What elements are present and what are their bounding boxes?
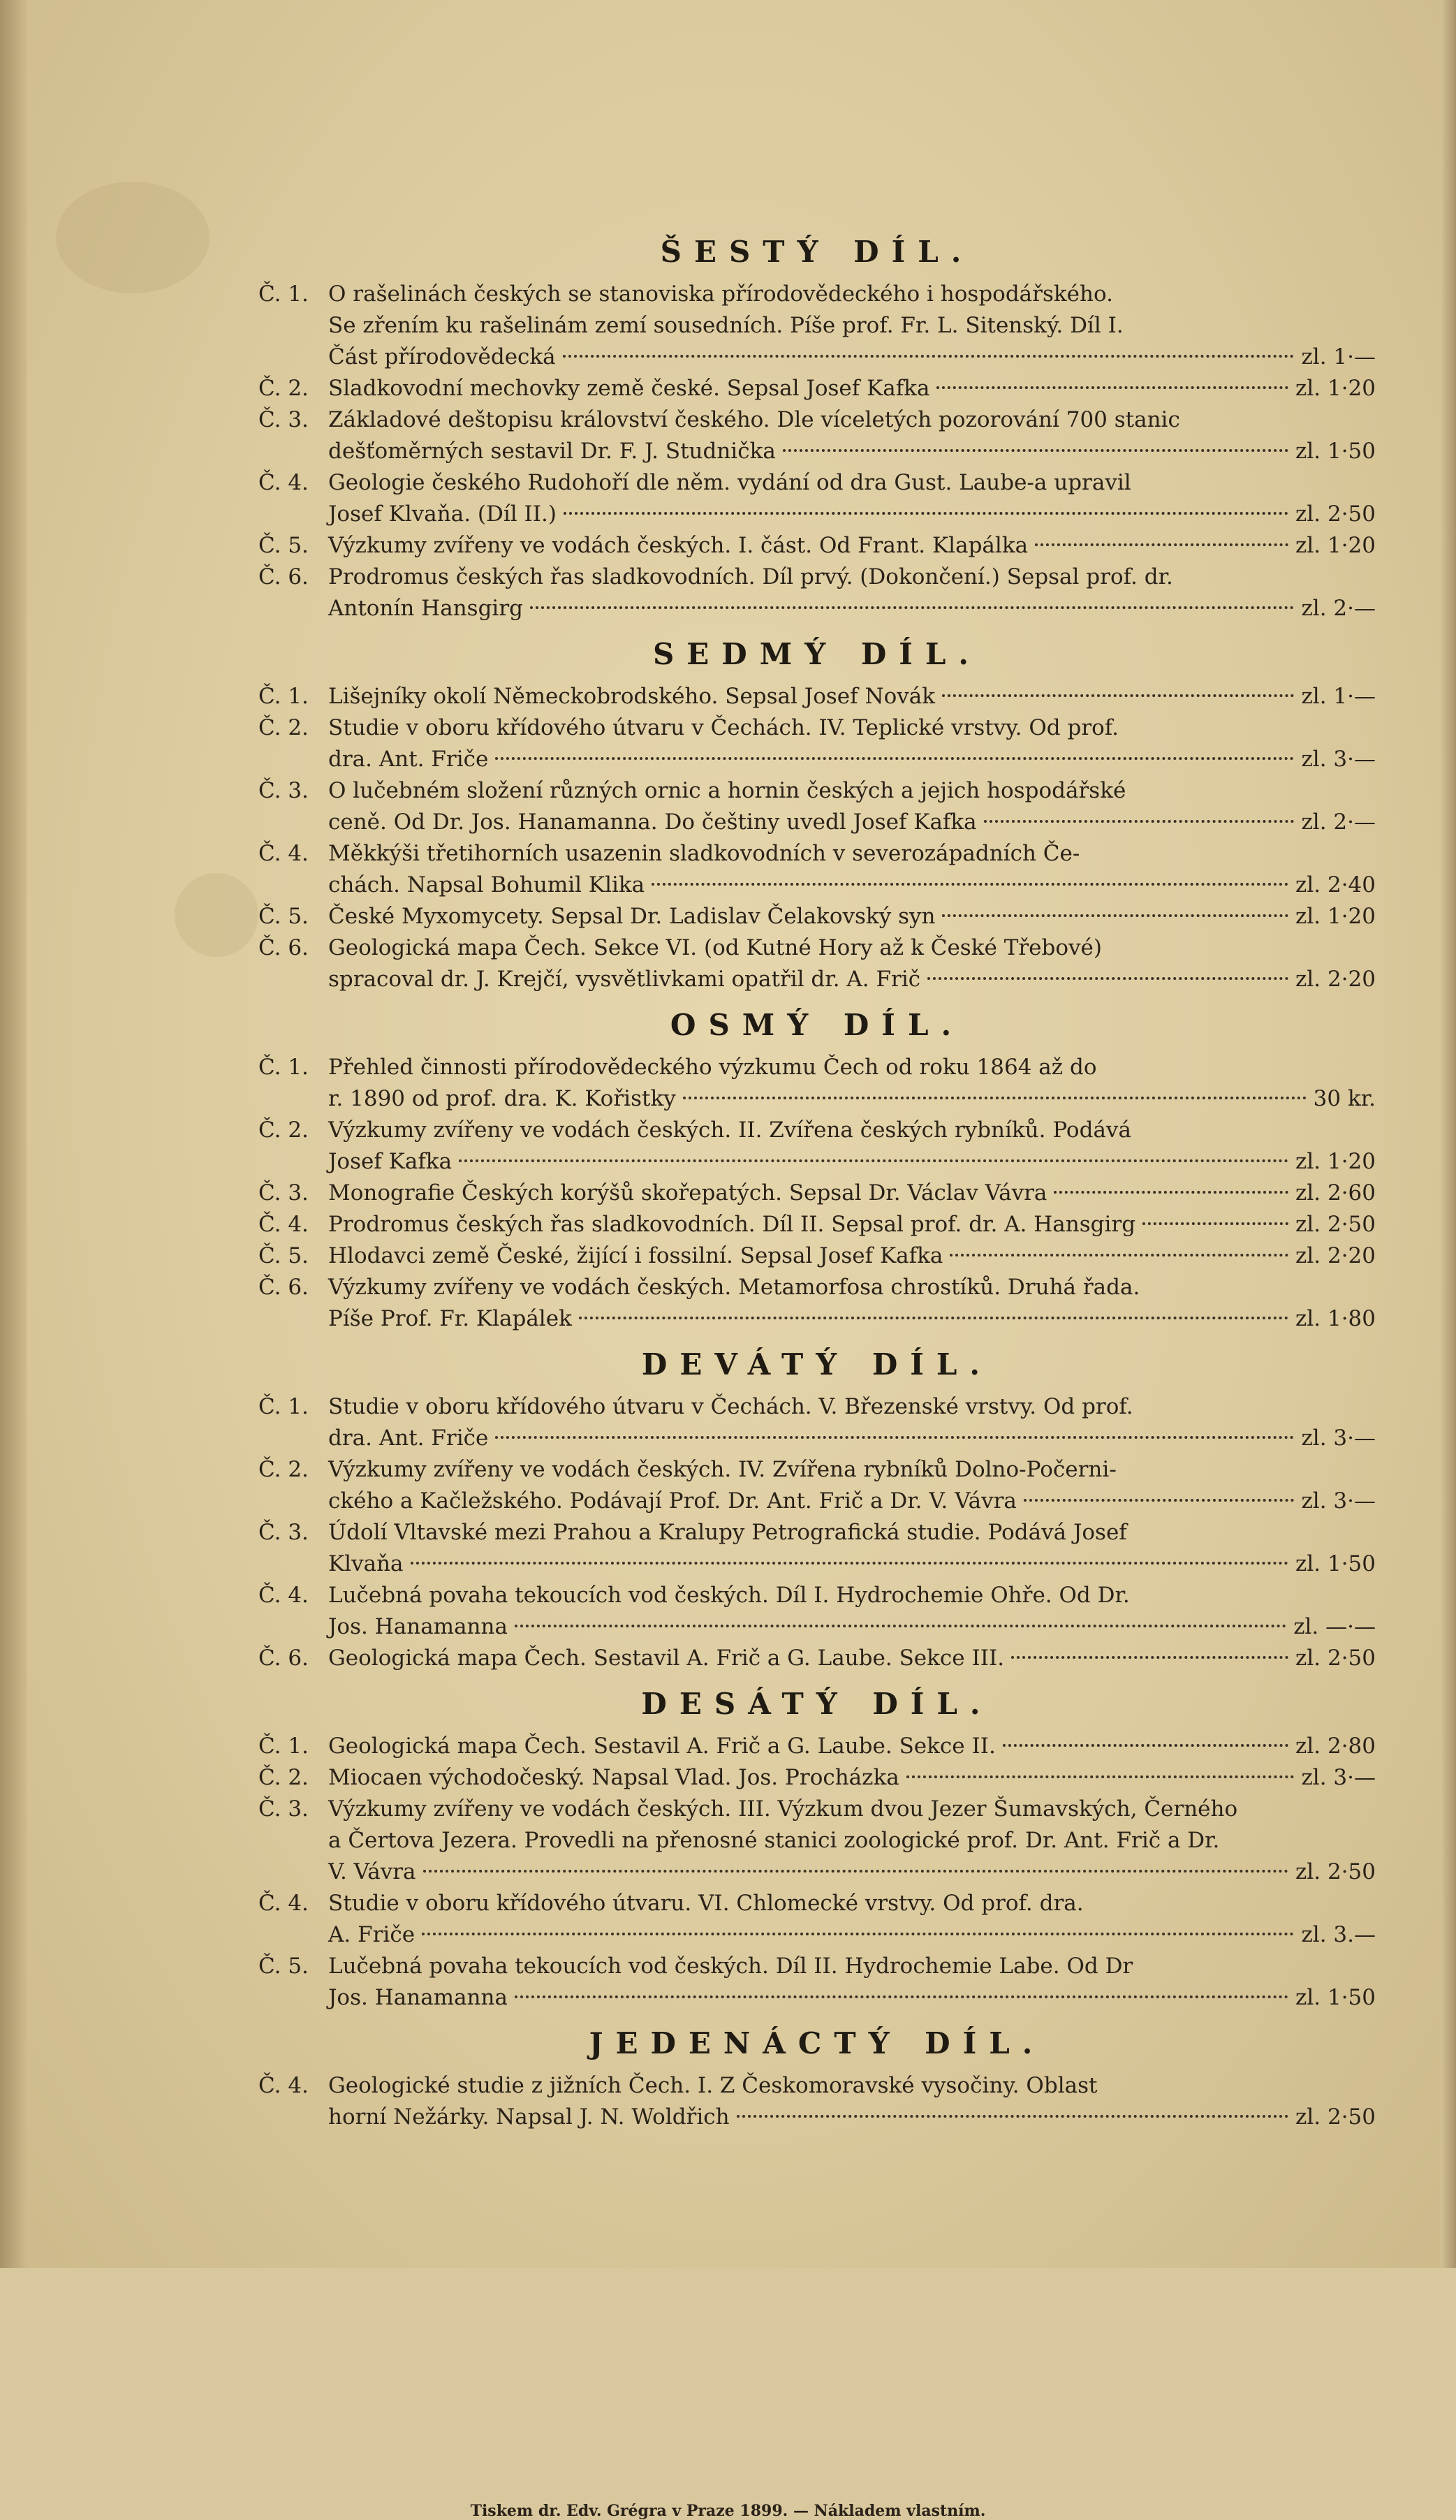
entry-number: Č. 3. [258,407,309,432]
dot-leader [423,1869,1289,1873]
entry-price: zl. 2·80 [1295,1734,1376,1759]
entry-last-line [328,807,1376,838]
entry-text [328,1272,1376,1335]
entry-price: zl. 2·50 [1295,2104,1376,2130]
entry-text [328,1762,1376,1794]
entry-text [328,404,1376,467]
entry-text [328,838,1376,901]
entry-price: zl. 2·20 [1295,1243,1376,1268]
entry-text [328,1209,1376,1240]
entry-price: zl. 2·50 [1295,1646,1376,1671]
entry-text [328,1731,1376,1762]
entry-title-end: Jos. Hanamanna [328,1614,508,1639]
entry-text [328,530,1376,562]
dot-leader [950,1253,1288,1257]
section-title: ŠESTÝ DÍL. [660,235,974,269]
entry-price: zl. 2·40 [1295,872,1376,898]
section-title: DESÁTÝ DÍL. [641,1687,993,1721]
entry-last-line [328,373,1376,404]
dot-leader [683,1096,1307,1099]
dot-leader [984,819,1295,823]
section-title: JEDENÁCTÝ DÍL. [589,2026,1045,2060]
dot-leader [411,1561,1288,1565]
publication-entry [258,530,1376,562]
dot-leader [495,1435,1294,1439]
entry-last-line [328,1548,1376,1580]
entry-price: zl. 1·— [1301,684,1376,709]
publication-entry [258,838,1376,901]
entry-title-end: dešťoměrných sestavil Dr. F. J. Studnička [328,439,776,464]
dot-leader [1011,1655,1288,1659]
entry-price: zl. 2·50 [1295,501,1376,527]
dot-leader [563,354,1295,358]
entry-line: Lučebná povaha tekoucích vod českých. Díl II. Hydrochemie Labe. Od Dr [328,1954,1133,1979]
entry-text [328,1052,1376,1115]
publication-entry [258,1454,1376,1517]
publication-entry [258,1951,1376,2014]
entry-number: Č. 4. [258,2073,309,2098]
dot-leader [942,914,1288,917]
entry-text [328,681,1376,712]
entry-text [328,775,1376,838]
publication-entry [258,279,1376,373]
entry-last-line [328,1982,1376,2014]
entry-price: zl. 2·50 [1295,1859,1376,1884]
entry-text [328,1951,1376,2014]
dot-leader [530,606,1294,609]
entry-number: Č. 6. [258,1646,309,1671]
entry-price: zl. 1·20 [1295,376,1376,401]
entry-title-end: spracoval dr. J. Krejčí, vysvětlivkami opatřil dr. A. Frič [328,967,921,992]
entry-title-end: ckého a Kačležského. Podávají Prof. Dr. Ant. Frič a Dr. V. Vávra [328,1488,1017,1514]
entry-last-line [328,1303,1376,1335]
paper-stain [56,182,209,293]
entry-price: zl. 1·50 [1295,439,1376,464]
entry-number: Č. 6. [258,564,309,589]
publication-entry [258,1762,1376,1794]
entry-title-end: V. Vávra [328,1859,416,1884]
entry-title-end: A. Friče [328,1922,416,1947]
entry-line: Výzkumy zvířeny ve vodách českých. III. Výzkum dvou Jezer Šumavských, Černého [328,1796,1238,1822]
dot-leader [936,386,1288,389]
entry-number: Č. 2. [258,1765,309,1790]
entry-last-line [328,530,1376,562]
publication-entry [258,1888,1376,1951]
entry-title-end: Geologická mapa Čech. Sestavil A. Frič a G. Laube. Sekce III. [328,1646,1005,1671]
entry-last-line [328,1240,1376,1272]
entry-last-line [328,2102,1376,2133]
entry-last-line [328,1731,1376,1762]
entry-line: Geologické studie z jižních Čech. I. Z Českomoravské vysočiny. Oblast [328,2073,1098,2098]
entry-price: zl. 3·— [1301,1765,1376,1790]
entry-title-end: dra. Ant. Friče [328,1426,489,1451]
publication-entry [258,1240,1376,1272]
entry-number: Č. 3. [258,1796,309,1822]
dot-leader [459,1159,1288,1162]
entry-title-end: Geologická mapa Čech. Sestavil A. Frič a G. Laube. Sekce II. [328,1734,996,1759]
entry-text [328,901,1376,932]
section-title: SEDMÝ DÍL. [652,637,982,671]
publication-entry [258,1391,1376,1454]
dot-leader [906,1775,1295,1778]
publication-entry [258,1209,1376,1240]
entry-title-end: Josef Kafka [328,1149,453,1174]
entry-number: Č. 4. [258,1583,309,1608]
entry-number: Č. 1. [258,281,309,307]
entry-number: Č. 3. [258,1180,309,1206]
publication-entry [258,932,1376,995]
publication-entry [258,775,1376,838]
dot-leader [515,1995,1288,1998]
entry-title-end: Prodromus českých řas sladkovodních. Díl II. Sepsal prof. dr. A. Hansgirg [328,1212,1136,1237]
entry-price: zl. 2·50 [1295,1212,1376,1237]
entry-number: Č. 5. [258,1954,309,1979]
entry-price: zl. 3·— [1301,1426,1376,1451]
entry-price: zl. —·— [1293,1614,1376,1639]
entry-last-line [328,1178,1376,1209]
publication-entry [258,373,1376,404]
entry-text [328,279,1376,373]
entry-number: Č. 5. [258,533,309,558]
entry-last-line [328,1083,1376,1115]
entry-title-end: Výzkumy zvířeny ve vodách českých. I. část. Od Frant. Klapálka [328,533,1029,558]
entry-title-end: Klvaňa [328,1551,404,1576]
dot-leader [942,694,1294,697]
dot-leader [1003,1743,1288,1747]
entry-line: Lučebná povaha tekoucích vod českých. Díl I. Hydrochemie Ohře. Od Dr. [328,1583,1130,1608]
entry-last-line [328,499,1376,530]
entry-number: Č. 4. [258,841,309,866]
entry-text [328,1178,1376,1209]
publication-entry [258,1643,1376,1674]
publication-entry [258,681,1376,712]
publication-entry [258,404,1376,467]
entry-number: Č. 2. [258,1457,309,1482]
entry-text [328,1643,1376,1674]
page-edge-left [0,0,27,2268]
entry-last-line [328,342,1376,373]
entry-text [328,932,1376,995]
dot-leader [515,1624,1286,1627]
entry-line: Prodromus českých řas sladkovodních. Díl prvý. (Dokončení.) Sepsal prof. dr. [328,564,1173,589]
entry-title-end: dra. Ant. Friče [328,747,489,772]
entry-line: Geologická mapa Čech. Sekce VI. (od Kutné Hory až k České Třebové) [328,935,1102,960]
entry-last-line [328,1423,1376,1454]
entry-title-end: České Myxomycety. Sepsal Dr. Ladislav Čelakovský syn [328,904,936,929]
entry-price: zl. 1·80 [1295,1306,1376,1331]
entry-price: zl. 1·20 [1295,1149,1376,1174]
entry-last-line [328,1643,1376,1674]
entry-text [328,1580,1376,1643]
entry-line: Základové deštopisu království českého. Dle víceletých pozorování 700 stanic [328,407,1180,432]
dot-leader [737,2114,1288,2118]
entry-line: Geologie českého Rudohoří dle něm. vydání od dra Gust. Laube-a upravil [328,470,1131,495]
entry-last-line [328,1611,1376,1643]
entry-title-end: Monografie Českých korýšů skořepatých. Sepsal Dr. Václav Vávra [328,1180,1047,1206]
dot-leader [495,756,1294,760]
entry-price: zl. 2·— [1301,810,1376,835]
entry-last-line [328,1209,1376,1240]
entry-title-end: Hlodavci země České, žijící i fossilní. Sepsal Josef Kafka [328,1243,943,1268]
entry-number: Č. 4. [258,1891,309,1916]
entry-title-end: Antonín Hansgirg [328,596,523,621]
publication-entry [258,1178,1376,1209]
dot-leader [1035,543,1288,546]
publication-entry [258,562,1376,624]
dot-leader [652,882,1288,886]
entry-number: Č. 6. [258,935,309,960]
entry-title-end: ceně. Od Dr. Jos. Hanamanna. Do češtiny uvedl Josef Kafka [328,810,977,835]
publication-entry [258,1794,1376,1888]
publication-entry [258,1731,1376,1762]
section-title: DEVÁTÝ DÍL. [641,1347,993,1382]
entry-last-line [328,1146,1376,1178]
publication-entry [258,1052,1376,1115]
entry-text [328,1240,1376,1272]
dot-leader [927,976,1288,980]
entry-price: zl. 2·20 [1295,967,1376,992]
entry-line: Se zřením ku rašelinám zemí sousedních. Píše prof. Fr. L. Sitenský. Díl I. [328,313,1124,338]
publication-entry [258,2070,1376,2133]
entry-price: zl. 3·— [1301,1488,1376,1514]
entry-text [328,373,1376,404]
entry-title-end: Píše Prof. Fr. Klapálek [328,1306,572,1331]
dot-leader [1024,1498,1295,1502]
entry-last-line [328,870,1376,901]
entry-price: zl. 1·50 [1295,1985,1376,2010]
entry-text [328,1115,1376,1178]
entry-number: Č. 2. [258,1118,309,1143]
dot-leader [1142,1222,1288,1225]
entry-number: Č. 6. [258,1275,309,1300]
entry-title-end: Část přírodovědecká [328,344,556,369]
section-title: OSMÝ DÍL. [670,1008,964,1042]
publication-entry [258,1272,1376,1335]
entry-line: Výzkumy zvířeny ve vodách českých. Metamorfosa chrostíků. Druhá řada. [328,1275,1140,1300]
dot-leader [579,1316,1288,1319]
publication-entry [258,467,1376,530]
entry-number: Č. 3. [258,778,309,803]
entry-last-line [328,1486,1376,1517]
publication-entry [258,1115,1376,1178]
entry-last-line [328,1762,1376,1794]
publication-entry [258,901,1376,932]
entry-last-line [328,901,1376,932]
publication-entry [258,1517,1376,1580]
entry-line: Výzkumy zvířeny ve vodách českých. II. Zvířena českých rybníků. Podává [328,1118,1131,1143]
publication-list [258,222,1376,2133]
entry-text [328,1888,1376,1951]
entry-line: Údolí Vltavské mezi Prahou a Kralupy Petrografická studie. Podává Josef [328,1520,1127,1545]
entry-number: Č. 4. [258,470,309,495]
entry-number: Č. 3. [258,1520,309,1545]
entry-price: 30 kr. [1313,1086,1376,1111]
entry-line: Přehled činnosti přírodovědeckého výzkumu Čech od roku 1864 až do [328,1055,1097,1080]
entry-title-end: horní Nežárky. Napsal J. N. Woldřich [328,2104,730,2130]
entry-price: zl. 1·50 [1295,1551,1376,1576]
entry-last-line [328,593,1376,624]
imprint-footer: Tiskem dr. Edv. Grégra v Praze 1899. — Nákladem vlastním. [470,2502,986,2520]
entry-title-end: Lišejníky okolí Německobrodského. Sepsal Josef Novák [328,684,936,709]
entry-price: zl. 2·60 [1295,1180,1376,1206]
entry-last-line [328,964,1376,995]
entry-text [328,562,1376,624]
publication-entry [258,712,1376,775]
entry-line: a Čertova Jezera. Provedli na přenosné stanici zoologické prof. Dr. Ant. Frič a Dr. [328,1828,1220,1853]
entry-line: Studie v oboru křídového útvaru. VI. Chlomecké vrstvy. Od prof. dra. [328,1891,1084,1916]
entry-title-end: Jos. Hanamanna [328,1985,508,2010]
entry-price: zl. 3.— [1301,1922,1376,1947]
entry-text [328,1391,1376,1454]
entry-text [328,467,1376,530]
entry-line: Výzkumy zvířeny ve vodách českých. IV. Zvířena rybníků Dolno-Počerni- [328,1457,1117,1482]
entry-price: zl. 1·20 [1295,533,1376,558]
entry-line: O rašelinách českých se stanoviska přírodovědeckého i hospodářského. [328,281,1113,307]
entry-line: O lučebném složení různých ornic a hornin českých a jejich hospodářské [328,778,1126,803]
entry-last-line [328,744,1376,775]
entry-last-line [328,1919,1376,1951]
paper-stain [175,873,258,957]
entry-number: Č. 5. [258,904,309,929]
entry-title-end: Miocaen východočeský. Napsal Vlad. Jos. Procházka [328,1765,899,1790]
entry-number: Č. 4. [258,1212,309,1237]
entry-number: Č. 2. [258,715,309,740]
entry-number: Č. 1. [258,1055,309,1080]
dot-leader [783,448,1288,452]
entry-price: zl. 1·— [1301,344,1376,369]
entry-number: Č. 1. [258,1734,309,1759]
entry-last-line [328,436,1376,467]
entry-text [328,2070,1376,2133]
entry-title-end: Josef Klvaňa. (Díl II.) [328,501,557,527]
entry-price: zl. 3·— [1301,747,1376,772]
entry-number: Č. 2. [258,376,309,401]
entry-title-end: Sladkovodní mechovky země české. Sepsal Josef Kafka [328,376,930,401]
dot-leader [1054,1190,1288,1194]
entry-number: Č. 1. [258,1394,309,1419]
entry-text [328,1517,1376,1580]
entry-number: Č. 5. [258,1243,309,1268]
dot-leader [422,1932,1294,1935]
entry-number: Č. 1. [258,684,309,709]
entry-line: Studie v oboru křídového útvaru v Čechách. IV. Teplické vrstvy. Od prof. [328,715,1119,740]
entry-last-line [328,681,1376,712]
entry-text [328,712,1376,775]
entry-title-end: chách. Napsal Bohumil Klika [328,872,645,898]
entry-text [328,1454,1376,1517]
entry-last-line [328,1856,1376,1888]
page-edge-right [1441,0,1456,2268]
entry-price: zl. 1·20 [1295,904,1376,929]
entry-text [328,1794,1376,1888]
entry-line: Měkkýši třetihorních usazenin sladkovodních v severozápadních Če- [328,841,1080,866]
entry-line: Studie v oboru křídového útvaru v Čechách. V. Březenské vrstvy. Od prof. [328,1394,1133,1419]
publication-entry [258,1580,1376,1643]
entry-price: zl. 2·— [1301,596,1376,621]
entry-title-end: r. 1890 od prof. dra. K. Kořistky [328,1086,676,1111]
dot-leader [564,511,1288,515]
